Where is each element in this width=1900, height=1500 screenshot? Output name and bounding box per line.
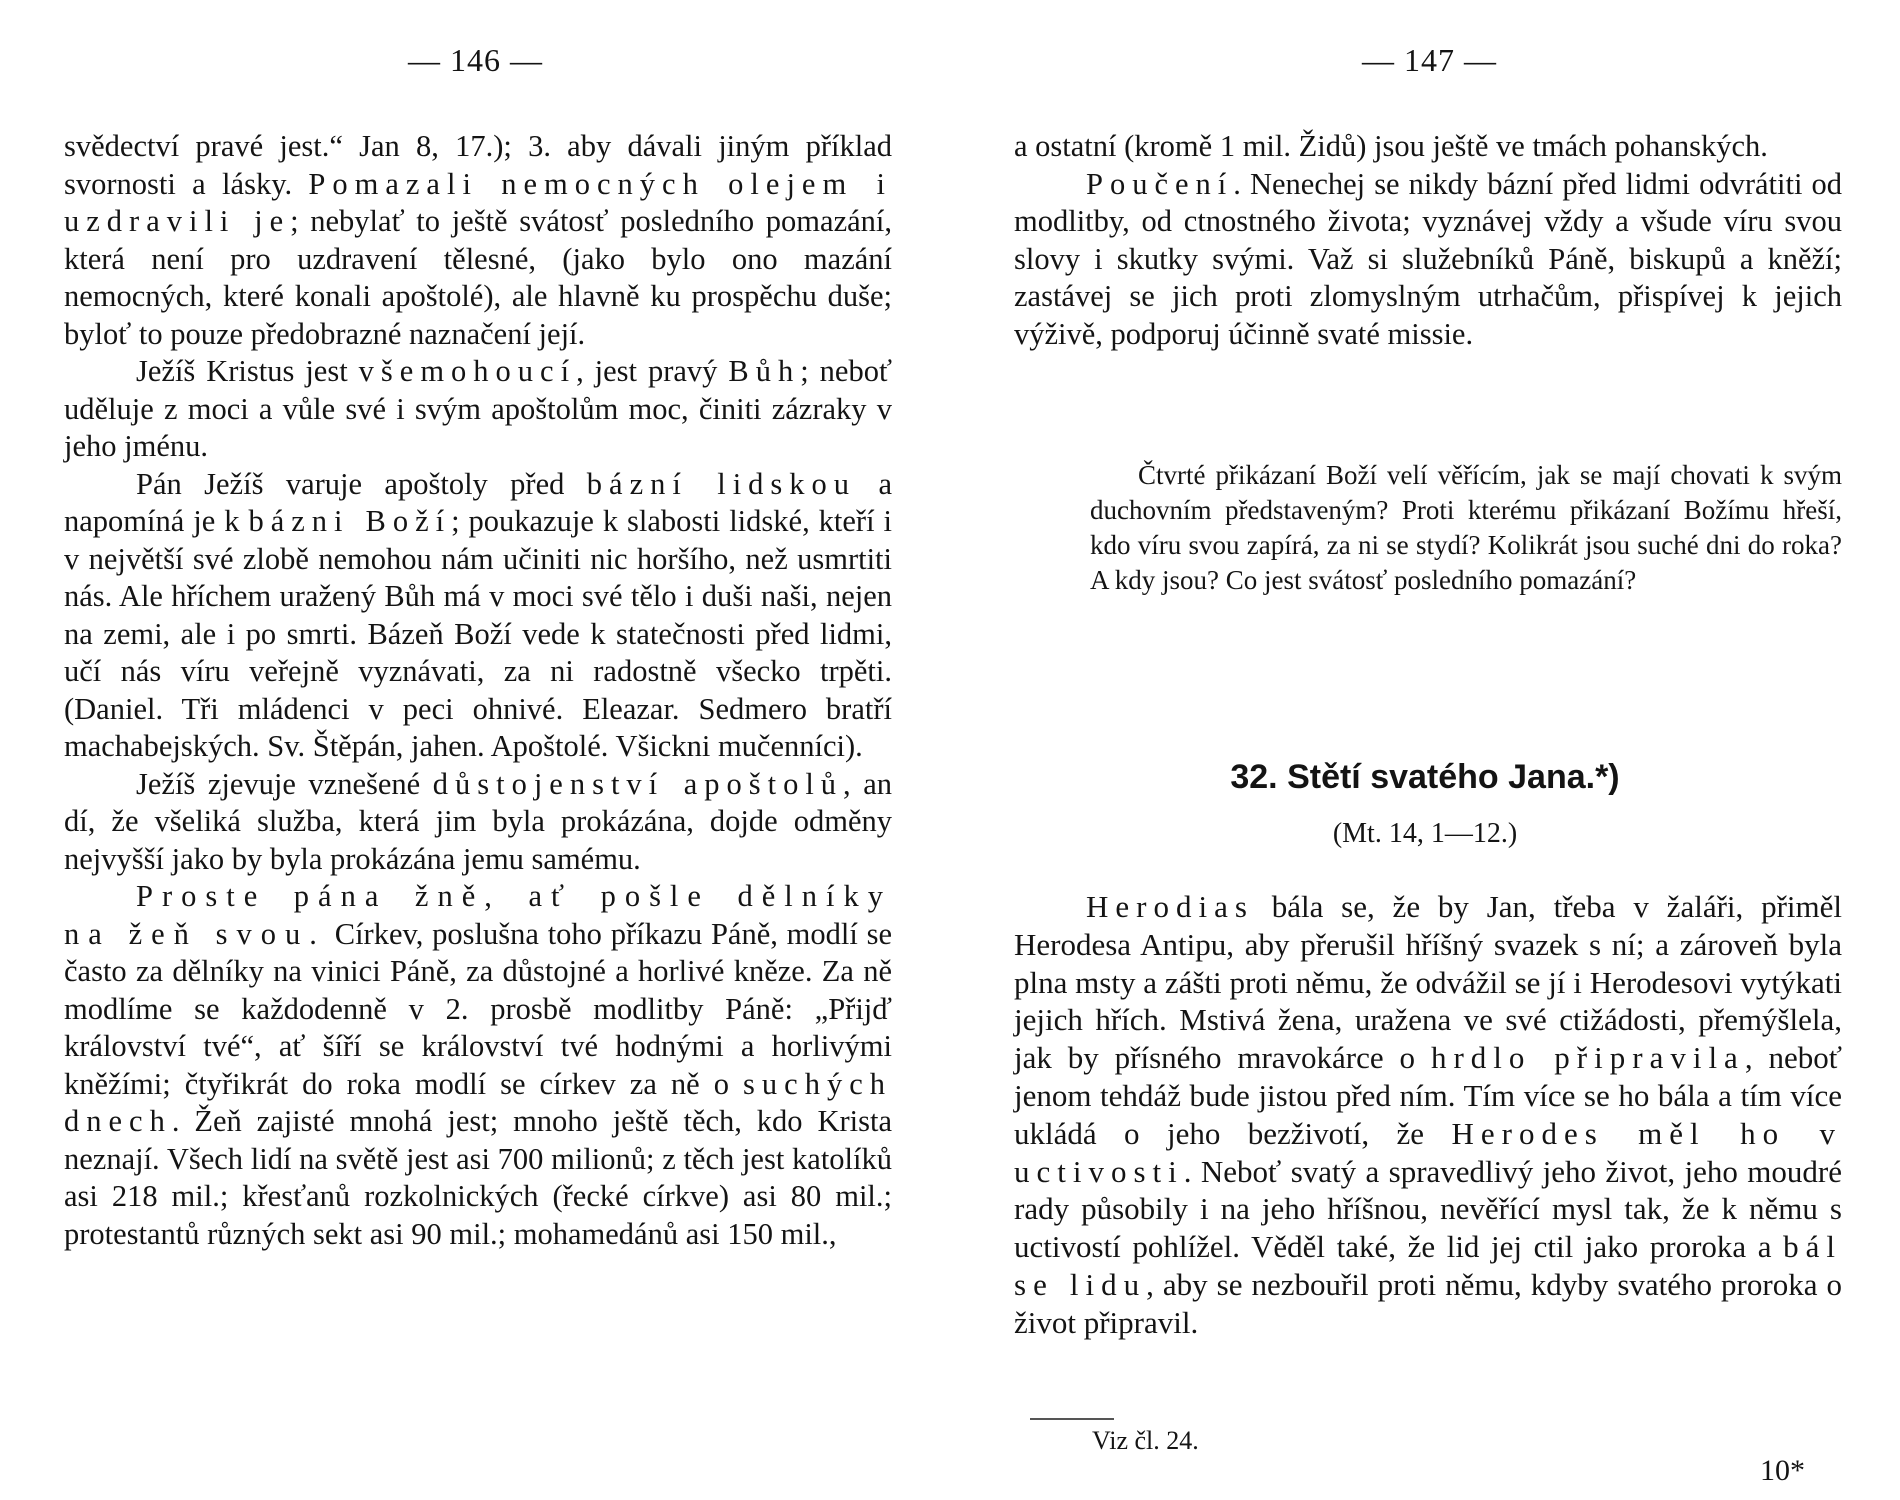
paragraph	[64, 466, 892, 766]
paragraph	[1014, 888, 1842, 1342]
spaced-emphasis: Herodias	[1086, 889, 1254, 924]
text-run: Církev, poslušna toho příkazu Páně, modlí se často za dělníky na vinici Páně, za důstojné a horlivé kněze. Za ně modlíme se každodenně v 2. prosbě modlitby Páně: „Přijď království tvé“, ať šíří se království tvé hodnými a horlivými kněžími; čtyřikrát do roka modlí se církev za ně o	[64, 916, 893, 1101]
footnote-rule	[1030, 1418, 1114, 1420]
page-number-right: — 147 —	[1362, 42, 1497, 78]
footnote: Viz čl. 24.	[1092, 1426, 1199, 1455]
text-run: a napomíná je k	[64, 466, 892, 538]
spaced-emphasis: suchých dnech	[64, 1066, 892, 1138]
right-page	[950, 0, 1900, 1500]
text-run: Ježíš Kristus jest	[136, 354, 359, 388]
text-run: , neboť jenom tehdáž bude jistou před ním. Tím více se ho bála a tím více ukládá o jeho bezživotí, že	[1014, 1040, 1842, 1151]
right-page-continuation	[1014, 128, 1842, 353]
text-run: . Neboť svatý a spravedlivý jeho život, jeho moudré rady působily i na jeho hříšnou, nevěřící mysl tak, že k němu s uctivostí pohlížel. Věděl také, že lid jej ctil jako proroka a	[1014, 1153, 1842, 1265]
spaced-emphasis: všemohoucí	[358, 354, 577, 388]
spaced-emphasis: bál se lidu	[1014, 1229, 1842, 1302]
text-run: , an dí, že všeliká služba, která jim byla prokázána, dojde odměny nejvyšší jako by byla prokázána jemu samému.	[64, 766, 892, 876]
paragraph	[64, 766, 892, 879]
review-questions: Čtvrté přikázaní Boží velí věřícím, jak se mají chovati k svým duchovním představeným? Proti kterému přikázaní Božímu hřeší, kdo víru svou zapírá, za ni se stydí? Kolikrát jsou suché dni do roka? A kdy jsou? Co jest svátosť posledního pomazání?	[1090, 460, 1842, 595]
chapter-title: 32. Stětí svatého Jana.*)	[1230, 758, 1620, 796]
text-run: a ostatní (kromě 1 mil. Židů) jsou ještě ve tmách pohanských.	[1014, 129, 1768, 163]
text-run: bála se, že by Jan, třeba v žaláři, přiměl Herodesa Antipu, aby přerušil hříšný svazek s ní; a zároveň byla plna msty a zášti proti němu, že odvážil se jí i Herodesovi vytýkati jejich hřích. Mstivá žena, uražena ve své ctižádosti, přemýšlela, jak by přísného mravokárce o	[1014, 889, 1842, 1076]
text-run: ; neboť uděluje z moci a vůle své i svým apoštolům moc, činiti zázraky v jeho jménu.	[64, 354, 892, 463]
spaced-emphasis: Pomazali nemocných olejem i uzdravili je	[64, 166, 892, 238]
spaced-emphasis: hrdlo připravila	[1430, 1040, 1745, 1076]
signature-mark: 10*	[1760, 1454, 1805, 1487]
spaced-emphasis: Bůh	[728, 354, 801, 388]
chapter-text	[1014, 888, 1842, 1342]
text-run: Pán Ježíš varuje apoštoly před	[136, 466, 587, 501]
paragraph	[1014, 166, 1842, 354]
spaced-emphasis: Poučení	[1086, 166, 1234, 201]
paragraph	[64, 128, 892, 353]
text-run: . Nenechej se nikdy bázní před lidmi odvrátiti od modlitby, od ctnostného života; vyznávej vždy a všude víru svou slovy i skutky svými. Važ si služebníků Páně, biskupů a kněží; zastávej se jich proti zlomyslným utrhačům, přispívej k jejich výživě, podporuj účinně svaté missie.	[1014, 166, 1842, 351]
text-run: ; nebylať to ještě svátosť posledního pomazání, která není pro uzdravení tělesné, (jako bylo ono mazání nemocných, které konali apoštolé), ale hlavně ku prospěchu duše; bylоť to pouze předobrazné naznačení její.	[64, 204, 892, 351]
spaced-emphasis: bázni Boží	[248, 504, 452, 538]
spaced-emphasis: bázní lidskou	[586, 466, 857, 501]
spaced-emphasis: Proste pána žně, ať pošle dělníky na žeň svou.	[64, 879, 892, 951]
text-run: , aby se nezbouřil proti němu, kdyby svatého proroka o život připravil.	[1014, 1266, 1842, 1340]
paragraph	[64, 878, 892, 1253]
text-run: , jest pravý	[576, 354, 729, 388]
text-run: . Žeň zajisté mnohá jest; mnoho ještě těch, kdo Krista neznají. Všech lidí na světě jest asi 700 milionů; z těch jest katolíků asi 218 mil.; křesťanů rozkolnických (řecké církve) asi 80 mil.; protestantů různých sekt asi 90 mil.; mohamedánů asi 150 mil.,	[64, 1104, 892, 1251]
text-run: ; poukazuje k slabosti lidské, kteří i v největší své zlobě nemohou nám učiniti nic horšího, než usmrtiti nás. Ale hříchem uražený Bůh má v moci své tělo i duši naši, nejen na zemi, ale i po smrti. Bázeň Boží vede k statečnosti před lidmi, učí nás víru veřejně vyznávati, za ni radostně všecko trpěti. (Daniel. Tři mládenci v peci ohnivé. Eleazar. Sedmero bratří machabejských. Sv. Štěpán, jahen. Apoštolé. Všickni mučenníci).	[64, 504, 892, 763]
spaced-emphasis: důstojenství apoštolů	[432, 766, 844, 801]
chapter-reference: (Mt. 14, 1—12.)	[1332, 818, 1518, 849]
paragraph	[64, 353, 892, 466]
text-run: Ježíš zjevuje vznešené	[136, 766, 433, 801]
spaced-emphasis: Herodes měl ho v uctivosti	[1014, 1115, 1842, 1189]
text-run: svědectví pravé jest.“ Jan 8, 17.); 3. aby dávali jiným příklad svornosti a lásky.	[64, 129, 892, 201]
paragraph	[1014, 128, 1842, 166]
left-page-text	[64, 128, 892, 1253]
page-number-left: — 146 —	[408, 42, 543, 78]
